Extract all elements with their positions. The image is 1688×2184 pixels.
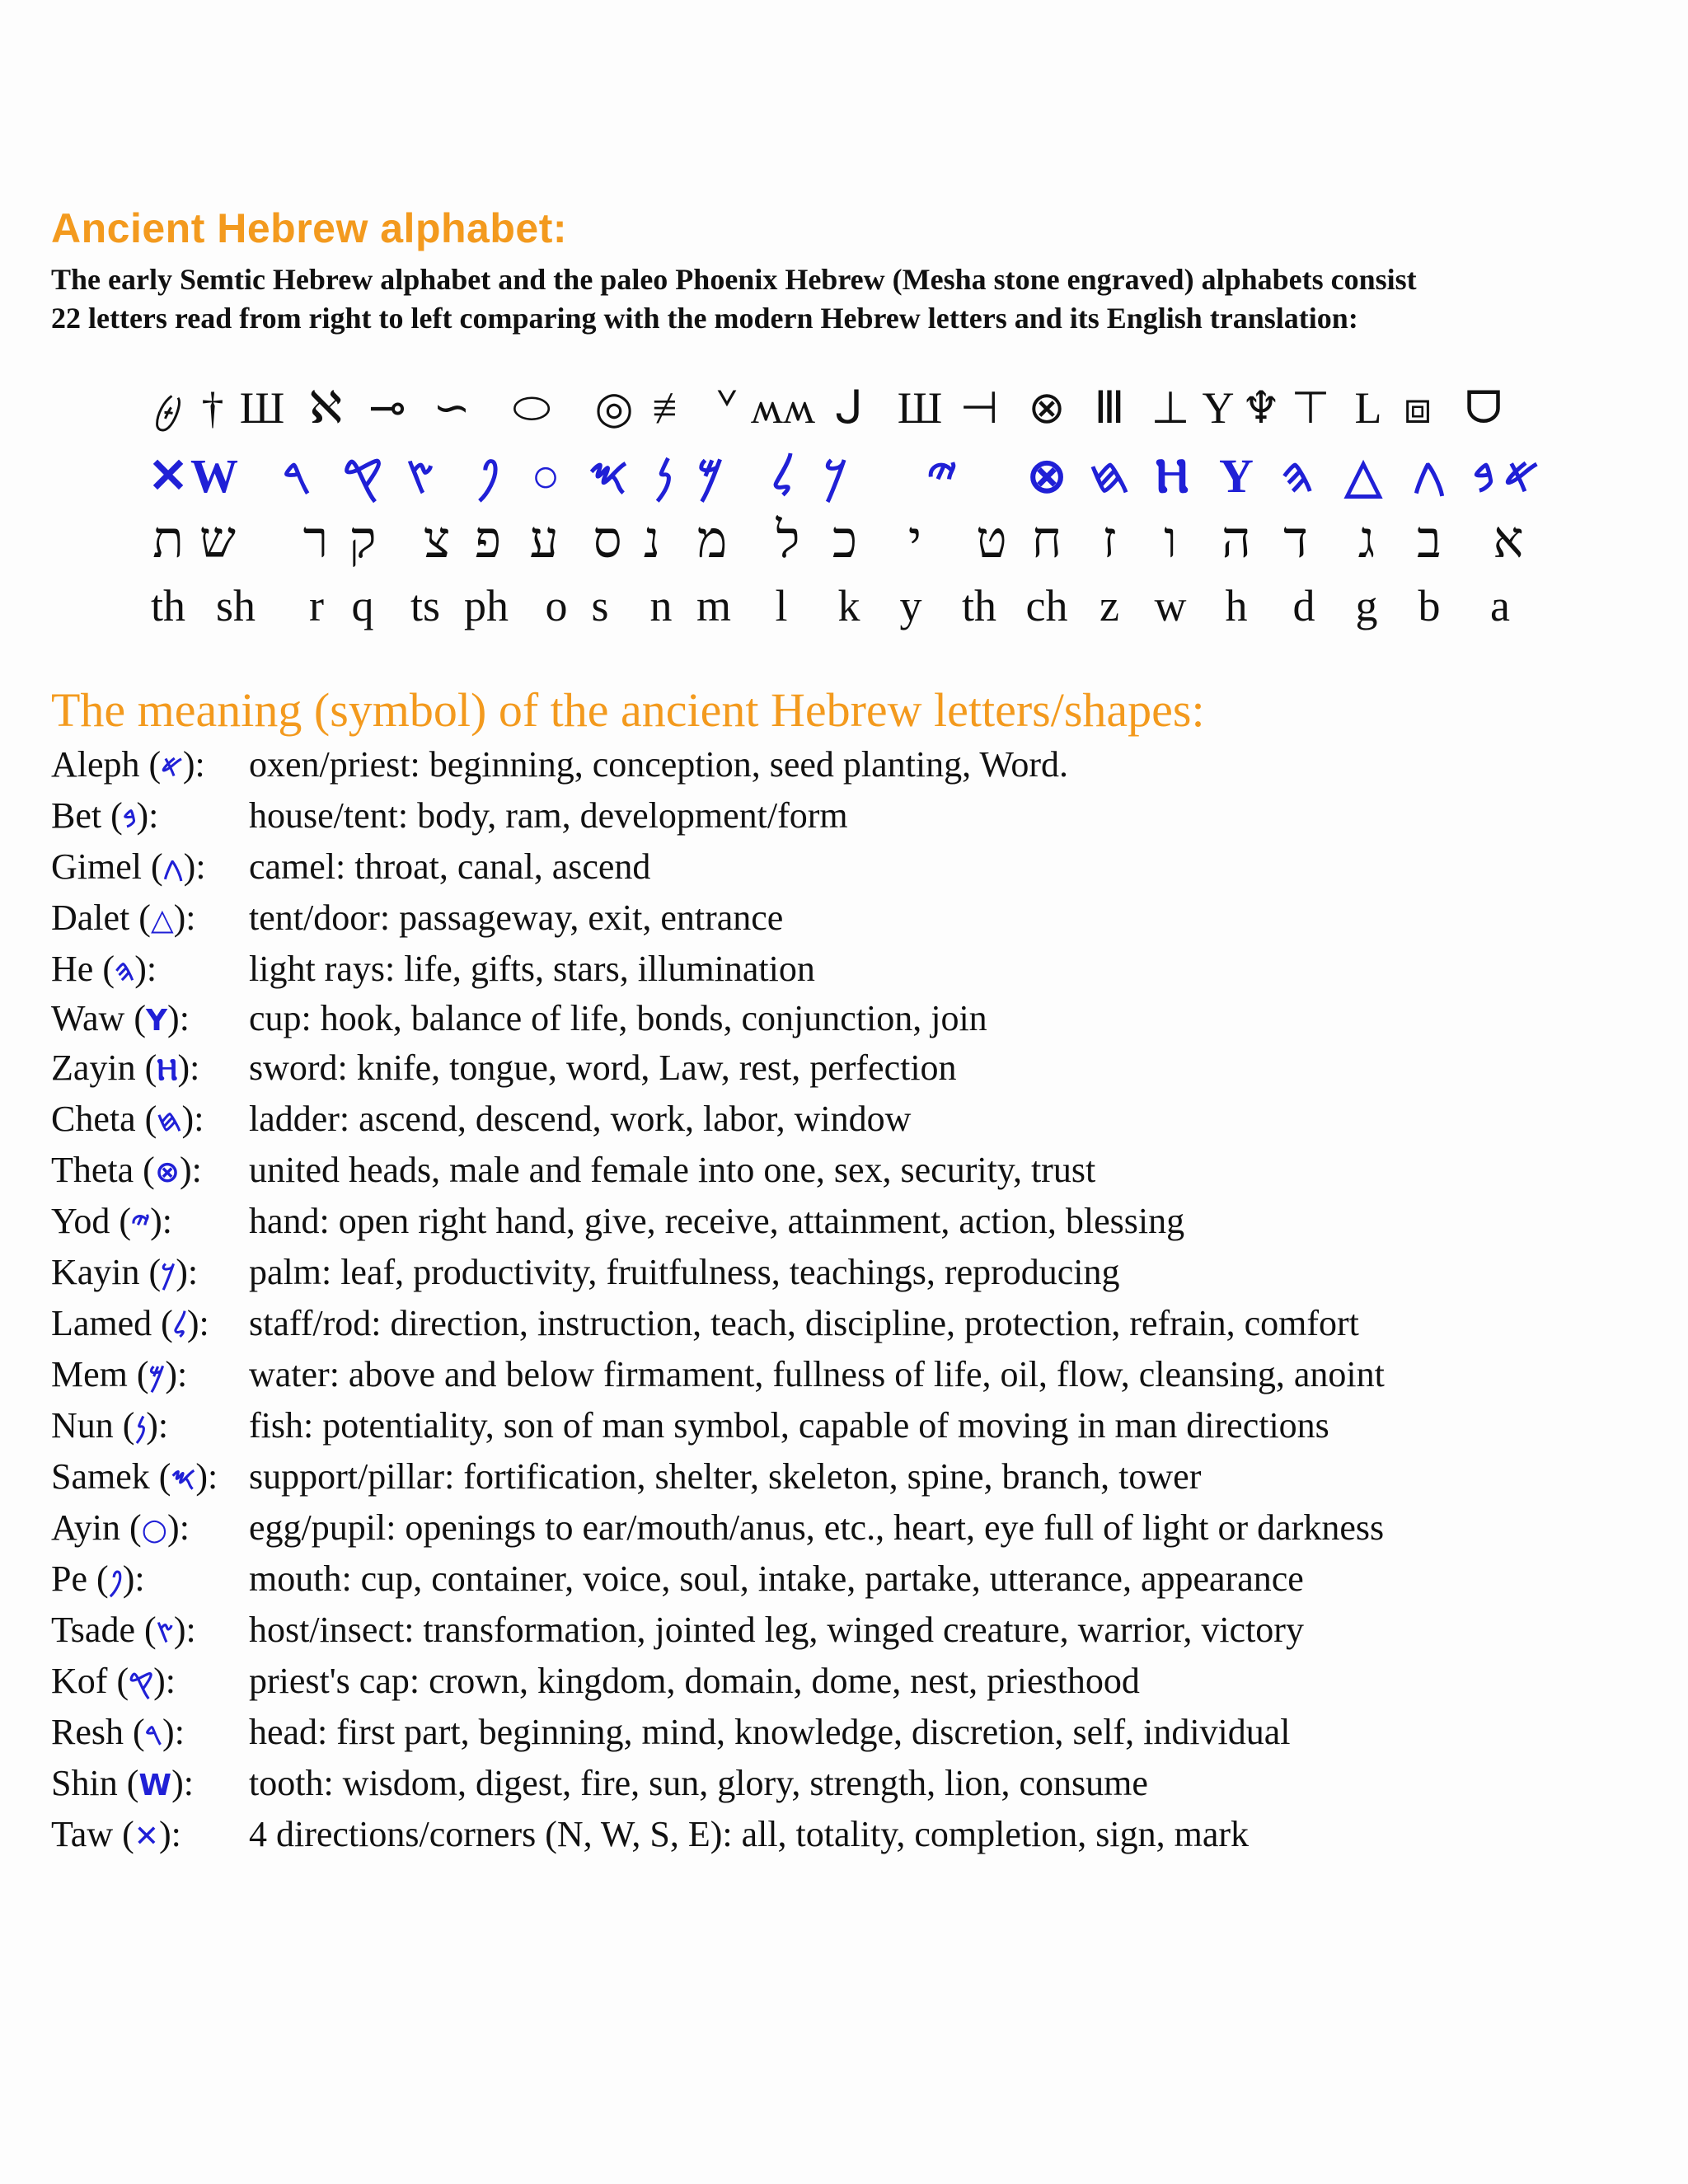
transliteration: z: [1100, 581, 1119, 630]
letter-glyph: 𐤁: [122, 801, 137, 835]
ancient-glyph: L: [1354, 383, 1382, 433]
ancient-glyph: †: [201, 383, 224, 433]
letter-name: Theta (⊗):: [51, 1150, 202, 1190]
modern-hebrew-letter: ח: [1031, 509, 1062, 569]
phoenician-glyph: △: [1344, 449, 1382, 503]
letter-meaning: ladder: ascend, descend, work, labor, window: [249, 1099, 912, 1139]
phoenician-glyph: 𐤍: [654, 449, 673, 503]
phoenician-glyph: 𐤊: [823, 449, 848, 503]
phoenician-glyph: 𐤇: [1089, 449, 1130, 503]
phoenician-glyph: ○: [531, 449, 560, 503]
letter-glyph: 𐤀: [161, 750, 183, 784]
phoenician-glyph: Y: [1219, 449, 1254, 503]
modern-hebrew-letter: ע: [529, 509, 559, 569]
phoenician-glyph: 𐤌: [697, 449, 724, 503]
letter-name: Yod (𐤉):: [51, 1201, 173, 1241]
phoenician-glyph: ✕: [148, 449, 189, 503]
letter-name: Kayin (𐤊):: [51, 1252, 199, 1292]
modern-hebrew-letter: מ: [696, 509, 728, 569]
meaning-row: [51, 944, 1667, 994]
ancient-glyph: ⬭: [512, 383, 551, 433]
letter-glyph: Y: [145, 1004, 168, 1038]
modern-hebrew-letter: ט: [976, 509, 1007, 569]
meaning-row: [51, 1248, 1667, 1297]
modern-hebrew-letter: כ: [832, 509, 858, 569]
letter-name: Kof (𐤒):: [51, 1661, 176, 1701]
page-title: Ancient Hebrew alphabet:: [51, 205, 567, 251]
letter-meaning: camel: throat, canal, ascend: [249, 846, 651, 887]
letter-name: Cheta (𐤇):: [51, 1099, 204, 1139]
meaning-row: [51, 1605, 1667, 1655]
letter-meaning: tent/door: passageway, exit, entrance: [249, 898, 784, 938]
transliteration: ph: [464, 581, 509, 630]
meaning-row: [51, 1197, 1667, 1246]
ancient-glyph: ♆: [1240, 383, 1282, 433]
meaning-row: [51, 740, 1667, 790]
transliteration: a: [1490, 581, 1510, 630]
letter-name-text: Yod: [51, 1201, 110, 1241]
meaning-row: [51, 1657, 1667, 1706]
phoenician-glyph: 𐤑: [406, 449, 435, 503]
letter-name-text: Waw: [51, 998, 125, 1038]
phoenician-glyph-row: [0, 448, 1688, 505]
letter-name-text: Kayin: [51, 1252, 140, 1292]
letter-name-text: Resh: [51, 1712, 124, 1752]
letter-glyph: 𐤐: [108, 1564, 123, 1598]
modern-hebrew-letter: ש: [199, 509, 236, 569]
ancient-glyph: ᒍ: [835, 383, 863, 433]
letter-name-text: Pe: [51, 1558, 87, 1599]
transliteration: r: [309, 581, 324, 630]
transliteration: y: [899, 581, 922, 630]
modern-hebrew-letter: נ: [643, 509, 661, 569]
ancient-glyph: ⊤: [1291, 383, 1330, 433]
letter-name-text: Zayin: [51, 1047, 136, 1088]
meaning-row: [51, 842, 1667, 892]
letter-name-text: Aleph: [51, 744, 140, 785]
letter-meaning: palm: leaf, productivity, fruitfulness, teachings, reproducing: [249, 1252, 1120, 1292]
meaning-row: [51, 1146, 1667, 1195]
meaning-row: [51, 791, 1667, 841]
ancient-glyph-row: [0, 379, 1688, 437]
modern-hebrew-letter: ס: [593, 509, 622, 569]
letter-glyph: W: [138, 1769, 172, 1802]
letter-name: Dalet (△):: [51, 898, 196, 938]
letter-glyph: 𐤇: [157, 1104, 182, 1138]
letter-meaning: cup: hook, balance of life, bonds, conjunction, join: [249, 998, 987, 1038]
modern-hebrew-row: [0, 511, 1688, 569]
ancient-glyph: ᗜ: [1465, 383, 1503, 433]
meaning-row: [51, 1708, 1667, 1757]
meaning-row: [51, 1452, 1667, 1502]
meaning-row: [51, 1554, 1667, 1604]
meaning-row: [51, 994, 1667, 1043]
letter-glyph: Ⲏ: [157, 1053, 178, 1087]
letter-meaning: head: first part, beginning, mind, knowledge, discretion, self, individual: [249, 1712, 1291, 1752]
transliteration: w: [1154, 581, 1187, 630]
intro-line: 22 letters read from right to left comparing with the modern Hebrew letters and its English translation:: [51, 302, 1358, 335]
meaning-row: [51, 1401, 1667, 1451]
transliteration: d: [1292, 581, 1315, 630]
intro-paragraph: [51, 260, 1650, 338]
modern-hebrew-letter: א: [1493, 509, 1524, 569]
letter-name-text: Bet: [51, 795, 102, 836]
transliteration: g: [1355, 581, 1378, 630]
letter-meaning: sword: knife, tongue, word, Law, rest, perfection: [249, 1047, 957, 1088]
letter-name: Pe (𐤐):: [51, 1558, 145, 1599]
transliteration: m: [696, 581, 732, 630]
modern-hebrew-letter: ק: [349, 509, 377, 569]
modern-hebrew-letter: ר: [302, 509, 329, 569]
letter-glyph: 𐤌: [148, 1360, 166, 1394]
ancient-glyph: Ш: [897, 383, 943, 433]
transliteration: th: [150, 581, 186, 630]
ancient-glyph: ᘁ: [715, 383, 739, 433]
meaning-row: [51, 1043, 1667, 1093]
ancient-glyph: 𐤈: [153, 383, 183, 433]
letter-meaning: mouth: cup, container, voice, soul, intake, partake, utterance, appearance: [249, 1558, 1304, 1599]
letter-name-text: Taw: [51, 1814, 114, 1854]
transliteration: ts: [410, 581, 441, 630]
ancient-glyph: ⊣: [959, 383, 999, 433]
phoenician-glyph: 𐤁: [1472, 449, 1495, 503]
ancient-glyph: ⊸: [368, 383, 406, 433]
letter-meaning: staff/rod: direction, instruction, teach, discipline, protection, refrain, comfort: [249, 1303, 1359, 1343]
letter-glyph: ○: [141, 1513, 168, 1547]
letter-meaning: united heads, male and female into one, sex, security, trust: [249, 1150, 1096, 1190]
transliteration: k: [837, 581, 860, 630]
letter-name: Mem (𐤌):: [51, 1354, 188, 1394]
meaning-row: [51, 1299, 1667, 1348]
transliteration: b: [1418, 581, 1441, 630]
letter-name-text: Mem: [51, 1354, 128, 1394]
modern-hebrew-letter: ד: [1283, 509, 1308, 569]
letter-meaning: tooth: wisdom, digest, fire, sun, glory, strength, lion, consume: [249, 1763, 1148, 1803]
letter-name: Aleph (𐤀):: [51, 744, 205, 785]
modern-hebrew-letter: ג: [1357, 509, 1376, 569]
letter-glyph: 𐤄: [114, 954, 135, 988]
letter-name-text: Samek: [51, 1456, 150, 1497]
letter-name: He (𐤄):: [51, 949, 157, 989]
phoenician-glyph: 𐤄: [1281, 449, 1314, 503]
modern-hebrew-letter: י: [907, 509, 922, 569]
letter-meaning: host/insect: transformation, jointed leg, winged creature, warrior, victory: [249, 1610, 1304, 1650]
letter-name: Gimel (𐤂):: [51, 846, 206, 887]
modern-hebrew-letter: ב: [1417, 509, 1442, 569]
letter-glyph: △: [150, 903, 174, 937]
letter-glyph: 𐤂: [162, 852, 184, 886]
letter-glyph: ✕: [134, 1820, 159, 1854]
letter-name-text: He: [51, 949, 94, 989]
transliteration: h: [1225, 581, 1248, 630]
ancient-glyph: ⧈: [1403, 383, 1432, 433]
transliteration: s: [591, 581, 609, 630]
phoenician-glyph: W: [190, 449, 238, 503]
ancient-glyph: ʍʍ: [751, 383, 815, 433]
modern-hebrew-letter: ה: [1221, 509, 1251, 569]
letter-meaning: fish: potentiality, son of man symbol, capable of moving in man directions: [249, 1405, 1329, 1446]
transliteration-row: [0, 577, 1688, 635]
letter-name: Nun (𐤍):: [51, 1405, 169, 1446]
letter-name: Lamed (𐤋):: [51, 1303, 209, 1343]
ancient-glyph: Ш: [239, 383, 285, 433]
intro-line: The early Semtic Hebrew alphabet and the paleo Phoenix Hebrew (Mesha stone engraved) alphabets consist: [51, 263, 1417, 296]
letter-name-text: Shin: [51, 1763, 118, 1803]
phoenician-glyph: 𐤐: [476, 449, 499, 503]
phoenician-glyph: ⊗: [1026, 449, 1067, 503]
modern-hebrew-letter: ת: [152, 509, 184, 569]
phoenician-glyph: 𐤋: [771, 449, 795, 503]
phoenician-glyph: 𐤉: [926, 449, 958, 503]
transliteration: th: [961, 581, 997, 630]
modern-hebrew-letter: ל: [776, 509, 800, 569]
ancient-glyph: ≢: [652, 383, 696, 433]
letter-name: Tsade (𐤑):: [51, 1610, 196, 1650]
meaning-row: [51, 1503, 1667, 1553]
letter-glyph: 𐤎: [171, 1462, 196, 1496]
letter-meaning: egg/pupil: openings to ear/mouth/anus, etc., heart, eye full of light or darkness: [249, 1507, 1385, 1548]
letter-glyph: 𐤒: [129, 1666, 154, 1700]
letter-meaning: 4 directions/corners (N, W, S, E): all, totality, completion, sign, mark: [249, 1814, 1250, 1854]
letter-name-text: Dalet: [51, 898, 130, 938]
letter-glyph: ⊗: [154, 1155, 180, 1189]
phoenician-glyph: 𐤒: [342, 449, 383, 503]
ancient-glyph: ⊥: [1151, 383, 1190, 433]
transliteration: ch: [1025, 581, 1068, 630]
transliteration: q: [351, 581, 374, 630]
phoenician-glyph: 𐤎: [588, 449, 629, 503]
letter-name-text: Gimel: [51, 846, 142, 887]
ancient-glyph: Y: [1202, 383, 1235, 433]
phoenician-glyph: 𐤀: [1503, 449, 1540, 503]
meanings-heading: The meaning (symbol) of the ancient Hebrew letters/shapes:: [51, 683, 1205, 737]
meaning-row: [51, 1094, 1667, 1144]
letter-name-text: Kof: [51, 1661, 108, 1701]
letter-name: Zayin (Ⲏ):: [51, 1047, 200, 1088]
modern-hebrew-letter: צ: [423, 509, 451, 569]
transliteration: n: [649, 581, 673, 630]
letter-name: Resh (𐤓):: [51, 1712, 185, 1752]
letter-name: Taw (✕):: [51, 1814, 181, 1854]
transliteration: o: [545, 581, 568, 630]
letter-name-text: Ayin: [51, 1507, 120, 1548]
modern-hebrew-letter: ו: [1164, 509, 1177, 569]
transliteration: l: [775, 581, 788, 630]
letter-glyph: 𐤋: [172, 1309, 187, 1343]
letter-name-text: Tsade: [51, 1610, 135, 1650]
meaning-row: [51, 1810, 1667, 1859]
letter-name: Bet (𐤁):: [51, 795, 159, 836]
transliteration: sh: [215, 581, 256, 630]
letter-name: Samek (𐤎):: [51, 1456, 218, 1497]
letter-meaning: house/tent: body, ram, development/form: [249, 795, 848, 836]
letter-glyph: 𐤓: [144, 1718, 163, 1751]
modern-hebrew-letter: פ: [474, 509, 502, 569]
meaning-row: [51, 1350, 1667, 1399]
phoenician-glyph: 𐤂: [1412, 449, 1447, 503]
ancient-glyph: ⊗: [1028, 383, 1066, 433]
letter-name-text: Lamed: [51, 1303, 152, 1343]
ancient-glyph: ◎: [594, 383, 634, 433]
letter-glyph: 𐤍: [134, 1411, 147, 1445]
phoenician-glyph: Ⲏ: [1155, 449, 1189, 503]
letter-meaning: support/pillar: fortification, shelter, skeleton, spine, branch, tower: [249, 1456, 1202, 1497]
letter-name-text: Theta: [51, 1150, 134, 1190]
letter-name: Shin (W):: [51, 1763, 194, 1803]
modern-hebrew-letter: ז: [1102, 509, 1117, 569]
letter-name: Ayin (○):: [51, 1507, 190, 1548]
letter-meaning: priest's cap: crown, kingdom, domain, dome, nest, priesthood: [249, 1661, 1140, 1701]
letter-meaning: oxen/priest: beginning, conception, seed planting, Word.: [249, 744, 1068, 785]
letter-meaning: water: above and below firmament, fullness of life, oil, flow, cleansing, anoint: [249, 1354, 1385, 1394]
letter-glyph: 𐤉: [131, 1207, 151, 1240]
ancient-glyph: ℵ: [308, 383, 343, 433]
letter-name: Waw (Y):: [51, 998, 190, 1038]
letter-glyph: 𐤑: [156, 1615, 174, 1649]
ancient-glyph: Ⅲ: [1094, 383, 1125, 433]
letter-name-text: Nun: [51, 1405, 114, 1446]
meaning-row: [51, 1759, 1667, 1808]
phoenician-glyph: 𐤓: [282, 449, 312, 503]
letter-name-text: Cheta: [51, 1099, 136, 1139]
letter-meaning: light rays: life, gifts, stars, illumination: [249, 949, 815, 989]
letter-glyph: 𐤊: [161, 1258, 176, 1291]
letter-meaning: hand: open right hand, give, receive, attainment, action, blessing: [249, 1201, 1185, 1241]
meaning-row: [51, 893, 1667, 943]
ancient-glyph: ∽: [433, 383, 471, 433]
